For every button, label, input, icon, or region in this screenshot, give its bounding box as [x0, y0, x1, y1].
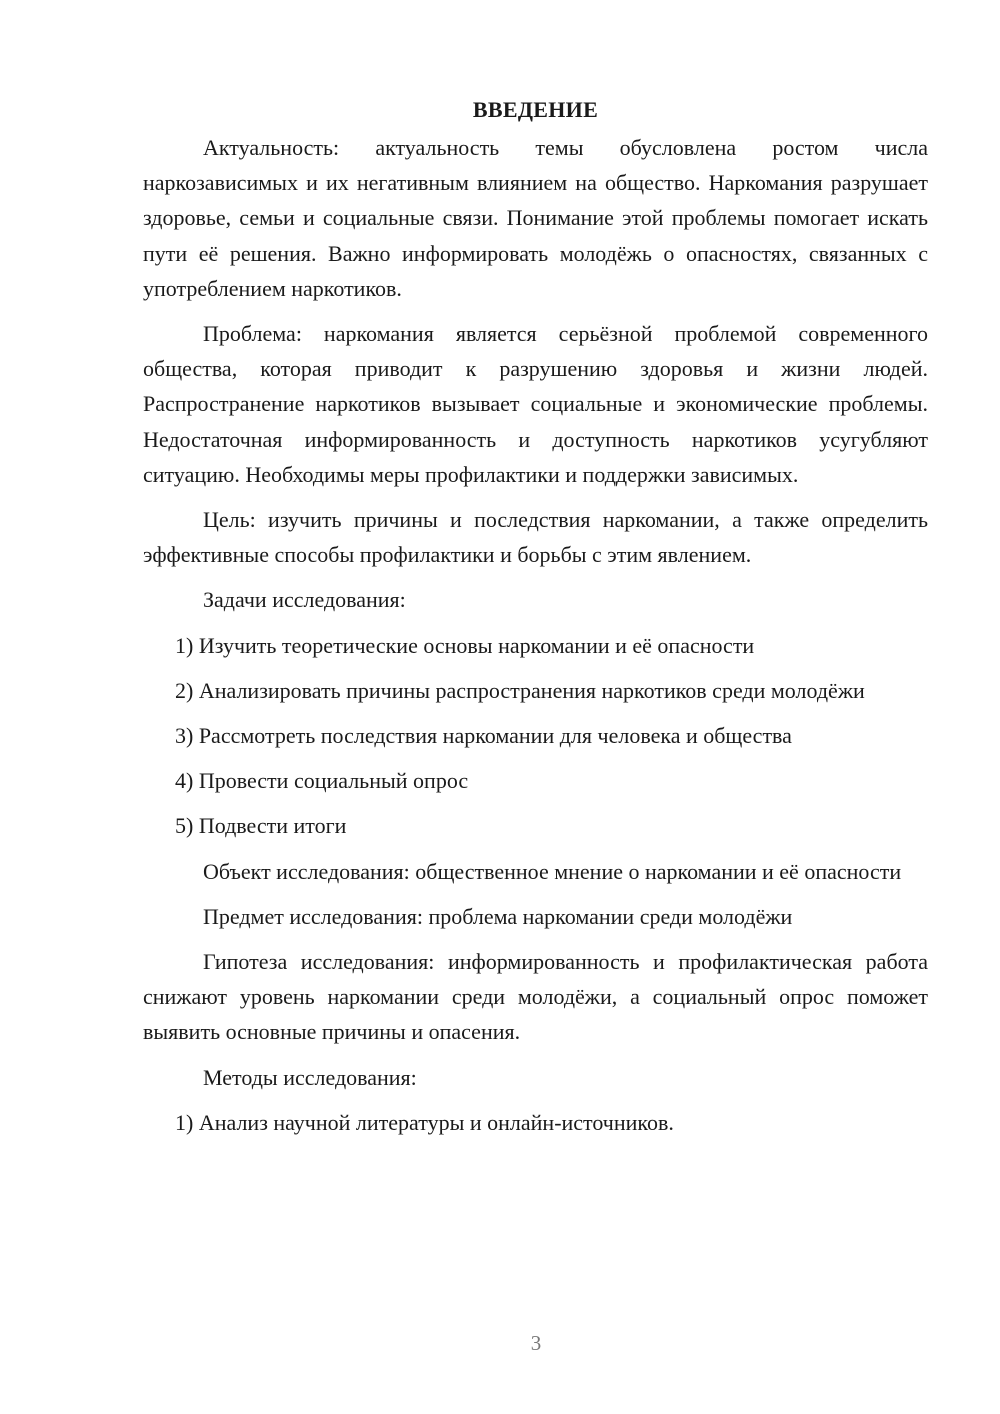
list-item: 2) Анализировать причины распространения наркотиков среди молодёжи: [175, 677, 865, 703]
document-page: [143, 95, 928, 1150]
paragraph-object: Объект исследования: общественное мнение о наркомании и её опасности: [203, 858, 902, 884]
paragraph-subject: Предмет исследования: проблема наркомании среди молодёжи: [203, 903, 793, 929]
tasks-heading: Задачи исследования:: [203, 587, 406, 613]
paragraph-relevance: Актуальность: актуальность темы обусловлена ростом числа наркозависимых и их негативным влиянием на общество. Наркомания разрушает здоровье, семьи и социальные связи. Понимание этой проблемы помогает искать пути её решения. Важно информировать молодёжь о опасностях, связанных с употреблением наркотиков.: [143, 135, 928, 301]
list-item: 1) Изучить теоретические основы наркомании и её опасности: [175, 632, 755, 658]
methods-heading: Методы исследования:: [203, 1064, 417, 1090]
list-item: 5) Подвести итоги: [175, 813, 347, 839]
paragraph-problem: Проблема: наркомания является серьёзной проблемой современного общества, которая приводит к разрушению здоровья и жизни людей. Распространение наркотиков вызывает социальные и экономические проблемы. Недостаточная информированность и доступность наркотиков усугубляют ситуацию. Необходимы меры профилактики и поддержки зависимых.: [143, 321, 928, 487]
paragraph-hypothesis: Гипотеза исследования: информированность и профилактическая работа снижают уровень наркомании среди молодёжи, а социальный опрос поможет выявить основные причины и опасения.: [143, 949, 928, 1045]
page-number: 3: [530, 1331, 542, 1355]
paragraph-goal: Цель: изучить причины и последствия наркомании, а также определить эффективные способы профилактики и борьбы с этим явлением.: [143, 507, 928, 568]
list-item: 3) Рассмотреть последствия наркомании для человека и общества: [175, 723, 792, 749]
list-item: 1) Анализ научной литературы и онлайн-источников.: [175, 1109, 674, 1135]
list-item: 4) Провести социальный опрос: [175, 768, 469, 794]
page-title: ВВЕДЕНИЕ: [472, 97, 599, 122]
